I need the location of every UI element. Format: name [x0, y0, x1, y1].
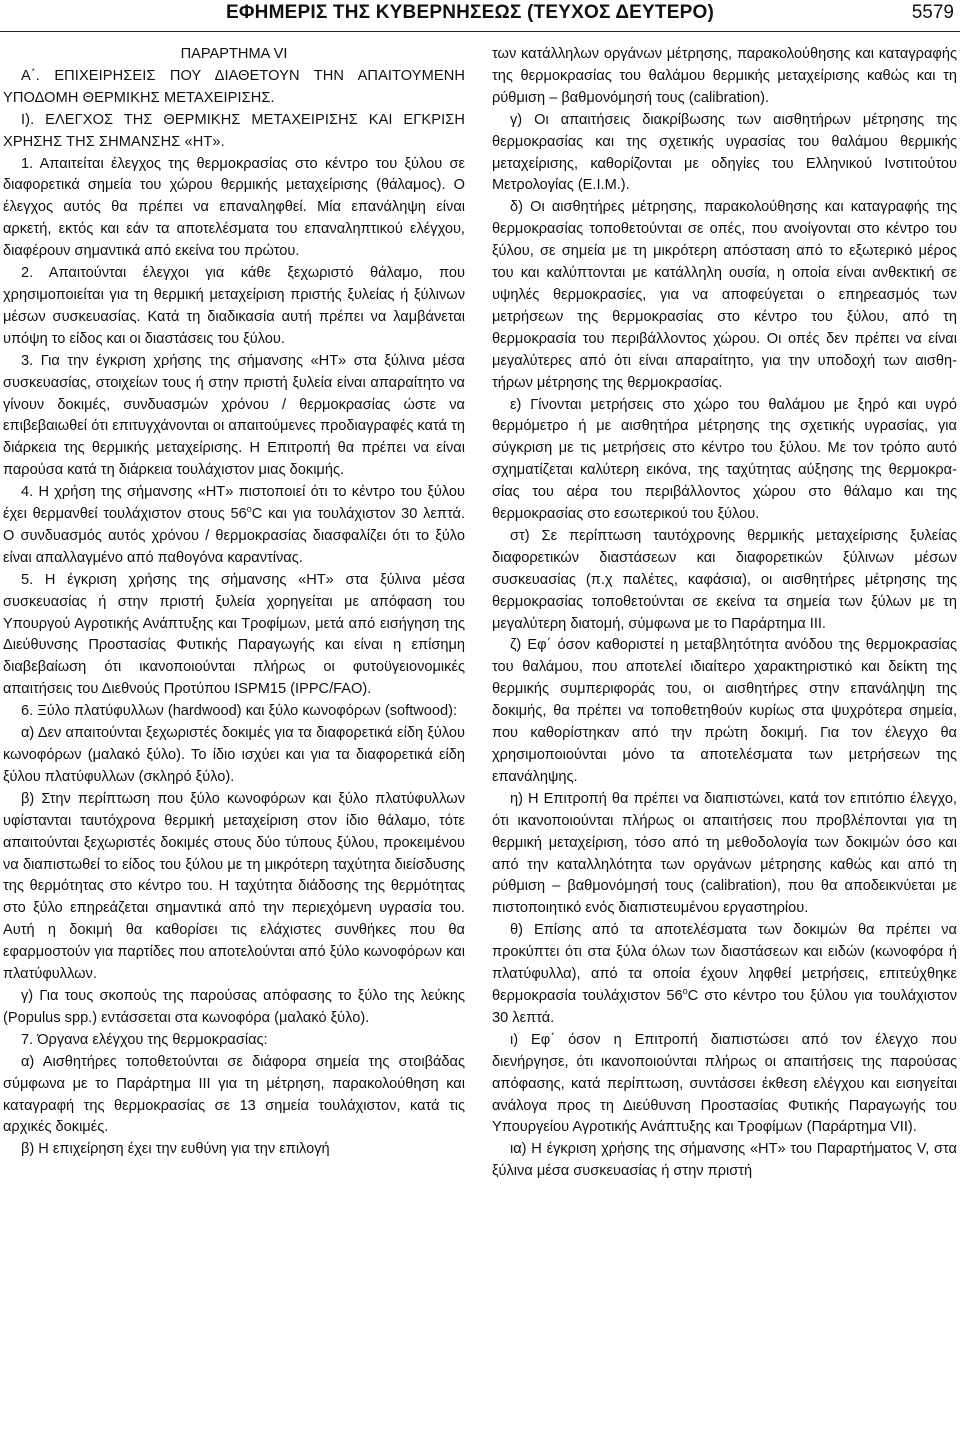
- page-number: 5579: [911, 2, 954, 23]
- paragraph-6c: γ) Για τους σκοπούς της παρούσας απόφασης το ξύλο της λεύκης (Populus spp.) εντάσσεται στα κωνοφόρα (μαλακό ξύλο).: [3, 987, 465, 1026]
- subsection-i-heading: Ι). ΕΛΕΓΧΟΣ ΤΗΣ ΘΕΡΜΙΚΗΣ ΜΕΤΑΧΕΙΡΙΣΗΣ ΚΑΙ ΕΓΚΡΙΣΗ ΧΡΗΣΗΣ ΤΗΣ ΣΗΜΑΝΣΗΣ «ΗΤ».: [3, 111, 465, 150]
- paragraph-7h: η) Η Επιτροπή θα πρέπει να διαπιστώνει, κατά τον επιτόπιο έλεγχο, ότι ικανοποιούνται πλήρως οι απαιτήσεις που προβλέπονται για τη θερμική μεταχείριση, τόσο από τη μεθοδολογία των δοκιμών όσο και από την καταλληλότητα των οργάνων μέτρησης καθώς και από τη ρύθμιση – βαθμονόμησή τους (calibration), που θα αποδεικνύεται με πιστοποιητικό ενός διαπιστευμένου εργαστηρίου.: [492, 790, 957, 917]
- paragraph-7z: ζ) Εφ΄ όσον καθοριστεί η μεταβλητότητα ανόδου της θερμοκρασίας του θαλάμου, που αποτελεί ιδιαίτερο χαρακτηριστικό και δείκτη της θερμικής συμπεριφοράς του, οι αισθητήρες στην επανάληψη της δοκιμής, θα πρέπει να τοποθετηθούν κυρίως στα ψυχρότερα σημεία, που καθορίστηκαν από την πρώτη δοκιμή. Για τον έλεγχο θα χρησιμοποιούνται μόνο τα αποτελέσματα των μετρήσεων της επανάληψης.: [492, 637, 957, 785]
- gazette-title: ΕΦΗΜΕΡΙΣ ΤΗΣ ΚΥΒΕΡΝΗΣΕΩΣ (ΤΕΥΧΟΣ ΔΕΥΤΕΡΟ): [226, 2, 714, 23]
- paragraph-7th-part-2: C στο κέντρο του ξύλου για τουλάχιστον 30 λεπτά.: [492, 987, 958, 1026]
- paragraph-4: [3, 482, 465, 570]
- paragraph-7st: στ) Σε περίπτωση ταυτόχρονης θερμικής μεταχείρισης ξυλείας διαφορετικών διαστάσεων και διαφορετικών ξύλινων μέσων συσκευασίας (π.χ παλέτες, καφάσια), οι αισθητήρες μέτρησης της θερμοκρασίας τοποθετούνται σε εκείνα τα σημεία των ξύλων με τη μεγαλύτερη διατομή, σύμφωνα με το Παράρτημα ΙΙΙ.: [492, 527, 957, 632]
- paragraph-4-part-1: 4. Η χρήση της σήμανσης «HT» πιστοποιεί ότι το κέντρο του ξύλου έχει θερμανθεί τουλάχιστον στους 56: [3, 484, 465, 523]
- paragraph-6: 6. Ξύλο πλατύφυλλων (hardwood) και ξύλο κωνοφόρων (softwood):: [21, 703, 458, 720]
- paragraph-5: 5. Η έγκριση χρήσης της σήμανσης «HT» στα ξύλινα μέσα συσκευασίας ή στην πριστή ξυλεία χορηγείται με απόφαση του Υπουργού Αγροτικής Ανάπτυξης και Τροφίμων, μετά από εισήγηση της Διεύθυνσης Προστασίας Φυτικής Παραγωγής και είναι η επίσημη διαβεβαίωση ότι ικανοποιούνται πλήρως οι φυτοϋγειονομικές απαιτήσεις του Διεθνούς Προτύπου ISPM15 (IPPC/FAO).: [3, 571, 465, 698]
- paragraph-3: 3. Για την έγκριση χρήσης της σήμανσης «HT» στα ξύλινα μέσα συσκευασίας, στοιχείων τους ή στην πριστή ξυλεία είναι απαραίτητο να γίνουν δοκιμές, συνδυασμών χρόνου / θερμοκρασίας ώστε να επιβεβαιωθεί ότι επιτυγχάνονται οι απαιτούμενες προδιαγραφές κατά τη διάρκεια της θερμικής μεταχείρισης. Η Επιτροπή θα πρέπει να είναι παρούσα κατά τη διάρκεια τουλάχιστον μιας δοκιμής.: [3, 352, 465, 479]
- paragraph-6a: α) Δεν απαιτούνται ξεχωριστές δοκιμές για τα διαφορετικά είδη ξύλου κωνοφόρων (μαλακό ξύλο). Το ίδιο ισχύει και για τα διαφορετικά είδη ξύλου πλατύφυλλων (σκληρό ξύλο).: [3, 725, 465, 785]
- paragraph-7th-part-1: θ) Επίσης από τα αποτελέσματα των δοκιμών θα πρέπει να προκύπτει ότι στα ξύλα όλων των διαστάσεων και ειδών (κωνοφόρα ή πλατύφυλλα), από τα οποία έχουν ληφθεί μετρήσεις, επιτεύχθηκε θερμοκρασία τουλάχιστον 56: [492, 922, 957, 1004]
- paragraph-7d: δ) Οι αισθητήρες μέτρησης, παρακολούθησης και καταγραφής της θερμοκρασίας τοποθετούνται σε οπές, που ανοίγονται στο κέντρο του ξύλου, σε σημεία με τη μικρότερη απόσταση από το εξωτερικό μέρος του και καλύπτονται με κατάλληλη ουσία, η οποία είναι ανθεκτική σε υψηλές θερμοκρασίες, για να αποφεύγεται ο επηρεασμός των μετρήσεων της θερμοκρασίας στο κέντρο του ξύλου, από τη θερμοκρασία του περιβάλλοντος χώρου. Οι οπές δεν πρέπει να είναι μεγαλύτερες από ότι είναι απαραίτητο, για την υποδοχή των αισθητήρων μέτρησης της θερμοκρασίας.: [492, 199, 957, 391]
- degree-sign: o: [682, 986, 688, 997]
- right-column: [492, 44, 957, 1183]
- paragraph-7th: [492, 920, 957, 1030]
- paragraph-4-part-2: C και για τουλάχιστον 30 λεπτά. Ο συνδυασμός αυτός χρόνου / θερμοκρασίας διασφαλίζει ότι το ξύλο είναι απαλλαγμένο από παθογόνα καραντίνας.: [3, 506, 465, 566]
- left-column: [3, 44, 465, 1161]
- paragraph-7e: ε) Γίνονται μετρήσεις στο χώρο του θαλάμου με ξηρό και υγρό θερμόμετρο ή με αισθητήρα μέτρησης της σχετικής υγρασίας, για σύγκριση με τις μετρήσεις στο κέντρο του ξύλου. Με τον τρόπο αυτό σχηματίζεται καλύτερη εικόνα, της ταχύτητας αύξησης της θερμοκρασίας του αέρα του περιβάλλοντος χώρου στο θάλαμο και της θερμοκρασίας στο εσωτερικού του ξύλου.: [492, 396, 957, 523]
- header-divider: [0, 31, 960, 32]
- paragraph-7i: ι) Εφ΄ όσον η Επιτροπή διαπιστώσει από τον έλεγχο που διενήργησε, ότι ικανοποιούνται πλήρως οι απαιτήσεις της παρούσας απόφασης, κατά περίπτωση, συντάσσει έκθεση ελέγχου και εισηγείται ανάλογα προς τη Διεύθυνση Προστασίας Φυτικής Παραγωγής του Υπουργείου Αγροτικής Ανάπτυξης και Τροφίμων (Παράρτημα VII).: [492, 1031, 957, 1136]
- paragraph-7b-continued: των κατάλληλων οργάνων μέτρησης, παρακολούθησης και καταγραφής της θερμοκρασίας του θαλάμου θερμικής μεταχείρισης καθώς και τη ρύθμιση – βαθμονόμησή τους (calibration).: [492, 46, 957, 106]
- paragraph-7ia: ια) Η έγκριση χρήσης της σήμανσης «HT» του Παραρτήματος V, στα ξύλινα μέσα συσκευασίας ή στην πριστή: [492, 1141, 957, 1180]
- paragraph-7a: α) Αισθητήρες τοποθετούνται σε διάφορα σημεία της στοιβάδας σύμφωνα με το Παράρτημα ΙΙΙ για τη μέτρηση, παρακολούθηση και καταγραφή της θερμοκρασίας σε 13 σημεία τουλάχιστον, κατά τις αρχικές δοκιμές.: [3, 1053, 465, 1136]
- paragraph-7b: β) Η επιχείρηση έχει την ευθύνη για την επιλογή: [21, 1141, 330, 1158]
- paragraph-6b: β) Στην περίπτωση που ξύλο κωνοφόρων και ξύλο πλατύφυλλων υφίστανται ταυτόχρονα θερμική μεταχείριση στον ίδιο θάλαμο, τότε απαιτούνται ξεχωριστές δοκιμές στους δύο τύπους ξύλου, προκειμένου να διαπιστωθεί το είδος του ξύλου με τη μικρότερη ταχύτητα διείσδυσης της θερμότητας στο κέντρο του. Η ταχύτητα διάδοσης της θερμότητας στο ξύλο επηρεάζεται σημαντικά από την περιεχόμενη υγρασία του. Αυτή η δοκιμή θα καθορίσει τις ελάχιστες συνθήκες που θα εφαρμοστούν για παρτίδες που αποτελούνται από ξύλο κωνοφόρων και πλατύφυλλων.: [3, 790, 465, 983]
- paragraph-2: 2. Απαιτούνται έλεγχοι για κάθε ξεχωριστό θάλαμο, που χρησιμοποιείται για τη θερμική μεταχείριση πριστής ξυλείας ή ξύλινων μέσων συσκευασίας. Κατά τη διαδικασία αυτή πρέπει να λαμβάνεται υπόψη το είδος και οι διαστάσεις του ξύλου.: [3, 265, 465, 347]
- annex-heading: ΠΑΡΑΡΤΗΜΑ VI: [180, 46, 288, 62]
- paragraph-7: 7. Όργανα ελέγχου της θερμοκρασίας:: [21, 1031, 268, 1048]
- section-a-heading: Α΄. ΕΠΙΧΕΙΡΗΣΕΙΣ ΠΟΥ ΔΙΑΘΕΤΟΥΝ ΤΗΝ ΑΠΑΙΤΟΥΜΕΝΗ ΥΠΟΔΟΜΗ ΘΕΡΜΙΚΗΣ ΜΕΤΑΧΕΙΡΙΣΗΣ.: [3, 67, 465, 106]
- page-header: [0, 0, 960, 34]
- paragraph-7c: γ) Οι απαιτήσεις διακρίβωσης των αισθητήρων μέτρησης της θερμοκρασίας και της σχετικής υγρασίας του θαλάμου θερμικής μεταχείρισης, καθορίζονται με οδηγίες του Ελληνικού Ινστιτούτου Μετρολογίας (Ε.Ι.Μ.).: [492, 111, 957, 194]
- degree-sign: o: [246, 504, 252, 515]
- paragraph-1: 1. Απαιτείται έλεγχος της θερμοκρασίας στο κέντρο του ξύλου σε διαφορετικά σημεία του χώρου θερμικής μεταχείρισης (θάλαμος). Ο έλεγχος αυτός θα πρέπει να επαναληφθεί. Μία επανάληψη είναι αρκετή, εκτός και εάν τα αποτελέσματα του επαναληπτικού ελέγχου, διαφέρουν σημαντικά από εκείνα του πρώτου.: [3, 155, 465, 260]
